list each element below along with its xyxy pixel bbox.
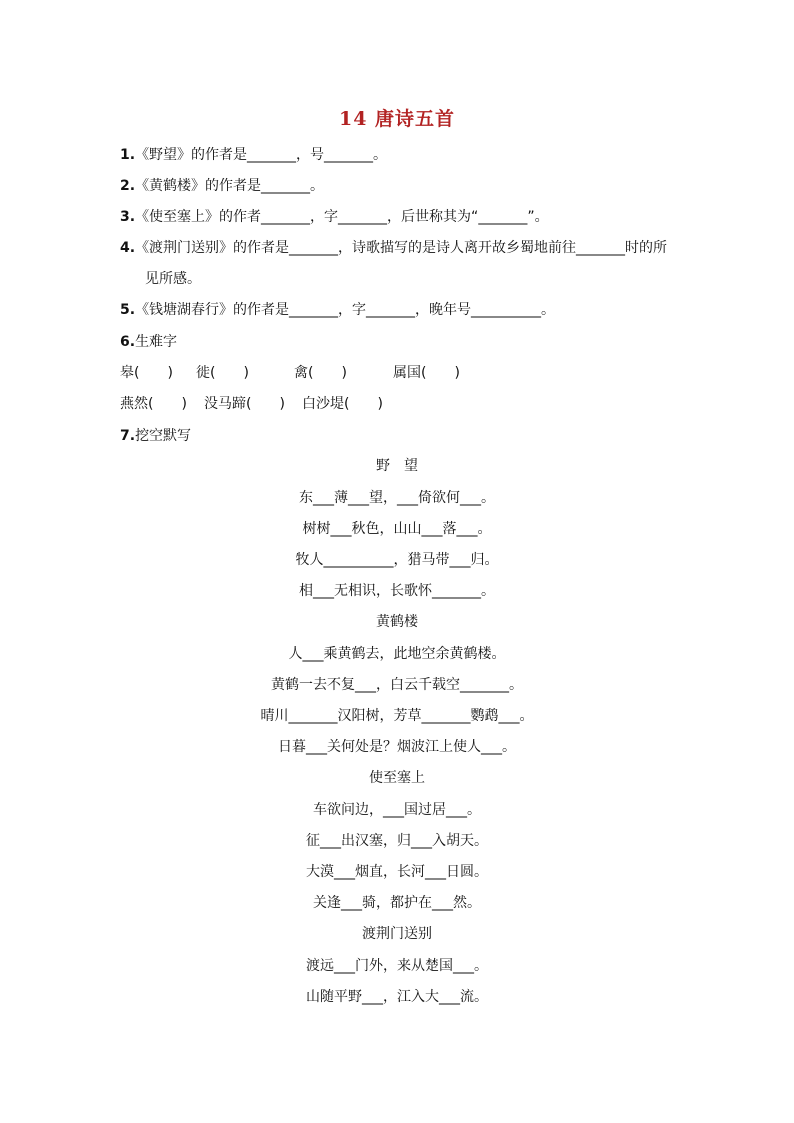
question-text: 《黄鹤楼》的作者是_______。 [135,178,325,194]
question-text: 《使至塞上》的作者_______，字_______，后世称其为“_______”。 [135,209,549,225]
question-7 [120,427,191,445]
question-2 [120,177,324,195]
poem-line: 树树___秋色，山山___落___。 [302,521,492,537]
poem-title: 野 望 [376,458,418,474]
poem-line: 征___出汉塞，归___入胡天。 [306,833,488,849]
vocab-item: 徙( ) [196,365,249,381]
vocab-item: 白沙堤( ) [302,396,383,412]
question-text: 《渡荆门送别》的作者是_______，诗歌描写的是诗人离开故乡蜀地前往_______时的所 [135,240,668,256]
poem-line: 日暮___关何处是？烟波江上使人___。 [278,739,516,755]
poem-line: 人___乘黄鹤去，此地空余黄鹤楼。 [288,646,506,662]
poem-line: 大漠___烟直，长河___日圆。 [306,864,488,880]
question-number: 3. [120,209,136,225]
question-number: 4. [120,240,136,256]
poem-title: 渡荆门送别 [362,926,432,942]
question-number: 6. [120,334,136,350]
question-number: 1. [120,147,136,163]
poem-line: 东___薄___望，___倚欲何___。 [299,490,495,506]
question-text: 挖空默写 [135,428,192,444]
question-text: 生难字 [135,334,178,350]
question-4 [120,239,667,257]
vocab-item: 燕然( ) [120,396,187,412]
question-number: 5. [120,302,136,318]
page-title: 14 唐诗五首 [338,108,456,130]
question-number: 2. [120,178,136,194]
poem-line: 山随平野___，江入大___流。 [306,989,488,1005]
question-3 [120,208,549,226]
question-number: 7. [120,428,136,444]
question-6 [120,333,177,351]
question-5 [120,301,555,319]
poem-line: 黄鹤一去不复___，白云千载空_______。 [271,677,523,693]
question-4-continued: 见所感。 [145,271,201,287]
vocab-item: 禽( ) [294,365,347,381]
poem-line: 牧人__________，猎马带___归。 [295,552,499,568]
question-1 [120,146,387,164]
poem-line: 关逢___骑，都护在___然。 [313,895,481,911]
poem-title: 黄鹤楼 [376,614,418,630]
poem-line: 相___无相识，长歌怀_______。 [299,583,495,599]
poem-line: 渡远___门外，来从楚国___。 [306,958,488,974]
poem-line: 车欲问边，___国过居___。 [313,802,481,818]
poem-title: 使至塞上 [369,770,425,786]
question-text: 《钱塘湖春行》的作者是_______，字_______，晚年号__________。 [135,302,556,318]
vocab-item: 没马蹄( ) [204,396,285,412]
poem-line: 晴川_______汉阳树，芳草_______鹦鹉___。 [260,708,534,724]
question-text: 《野望》的作者是_______，号_______。 [135,147,388,163]
vocab-item: 属国( ) [393,365,460,381]
vocab-item: 皋( ) [120,365,173,381]
